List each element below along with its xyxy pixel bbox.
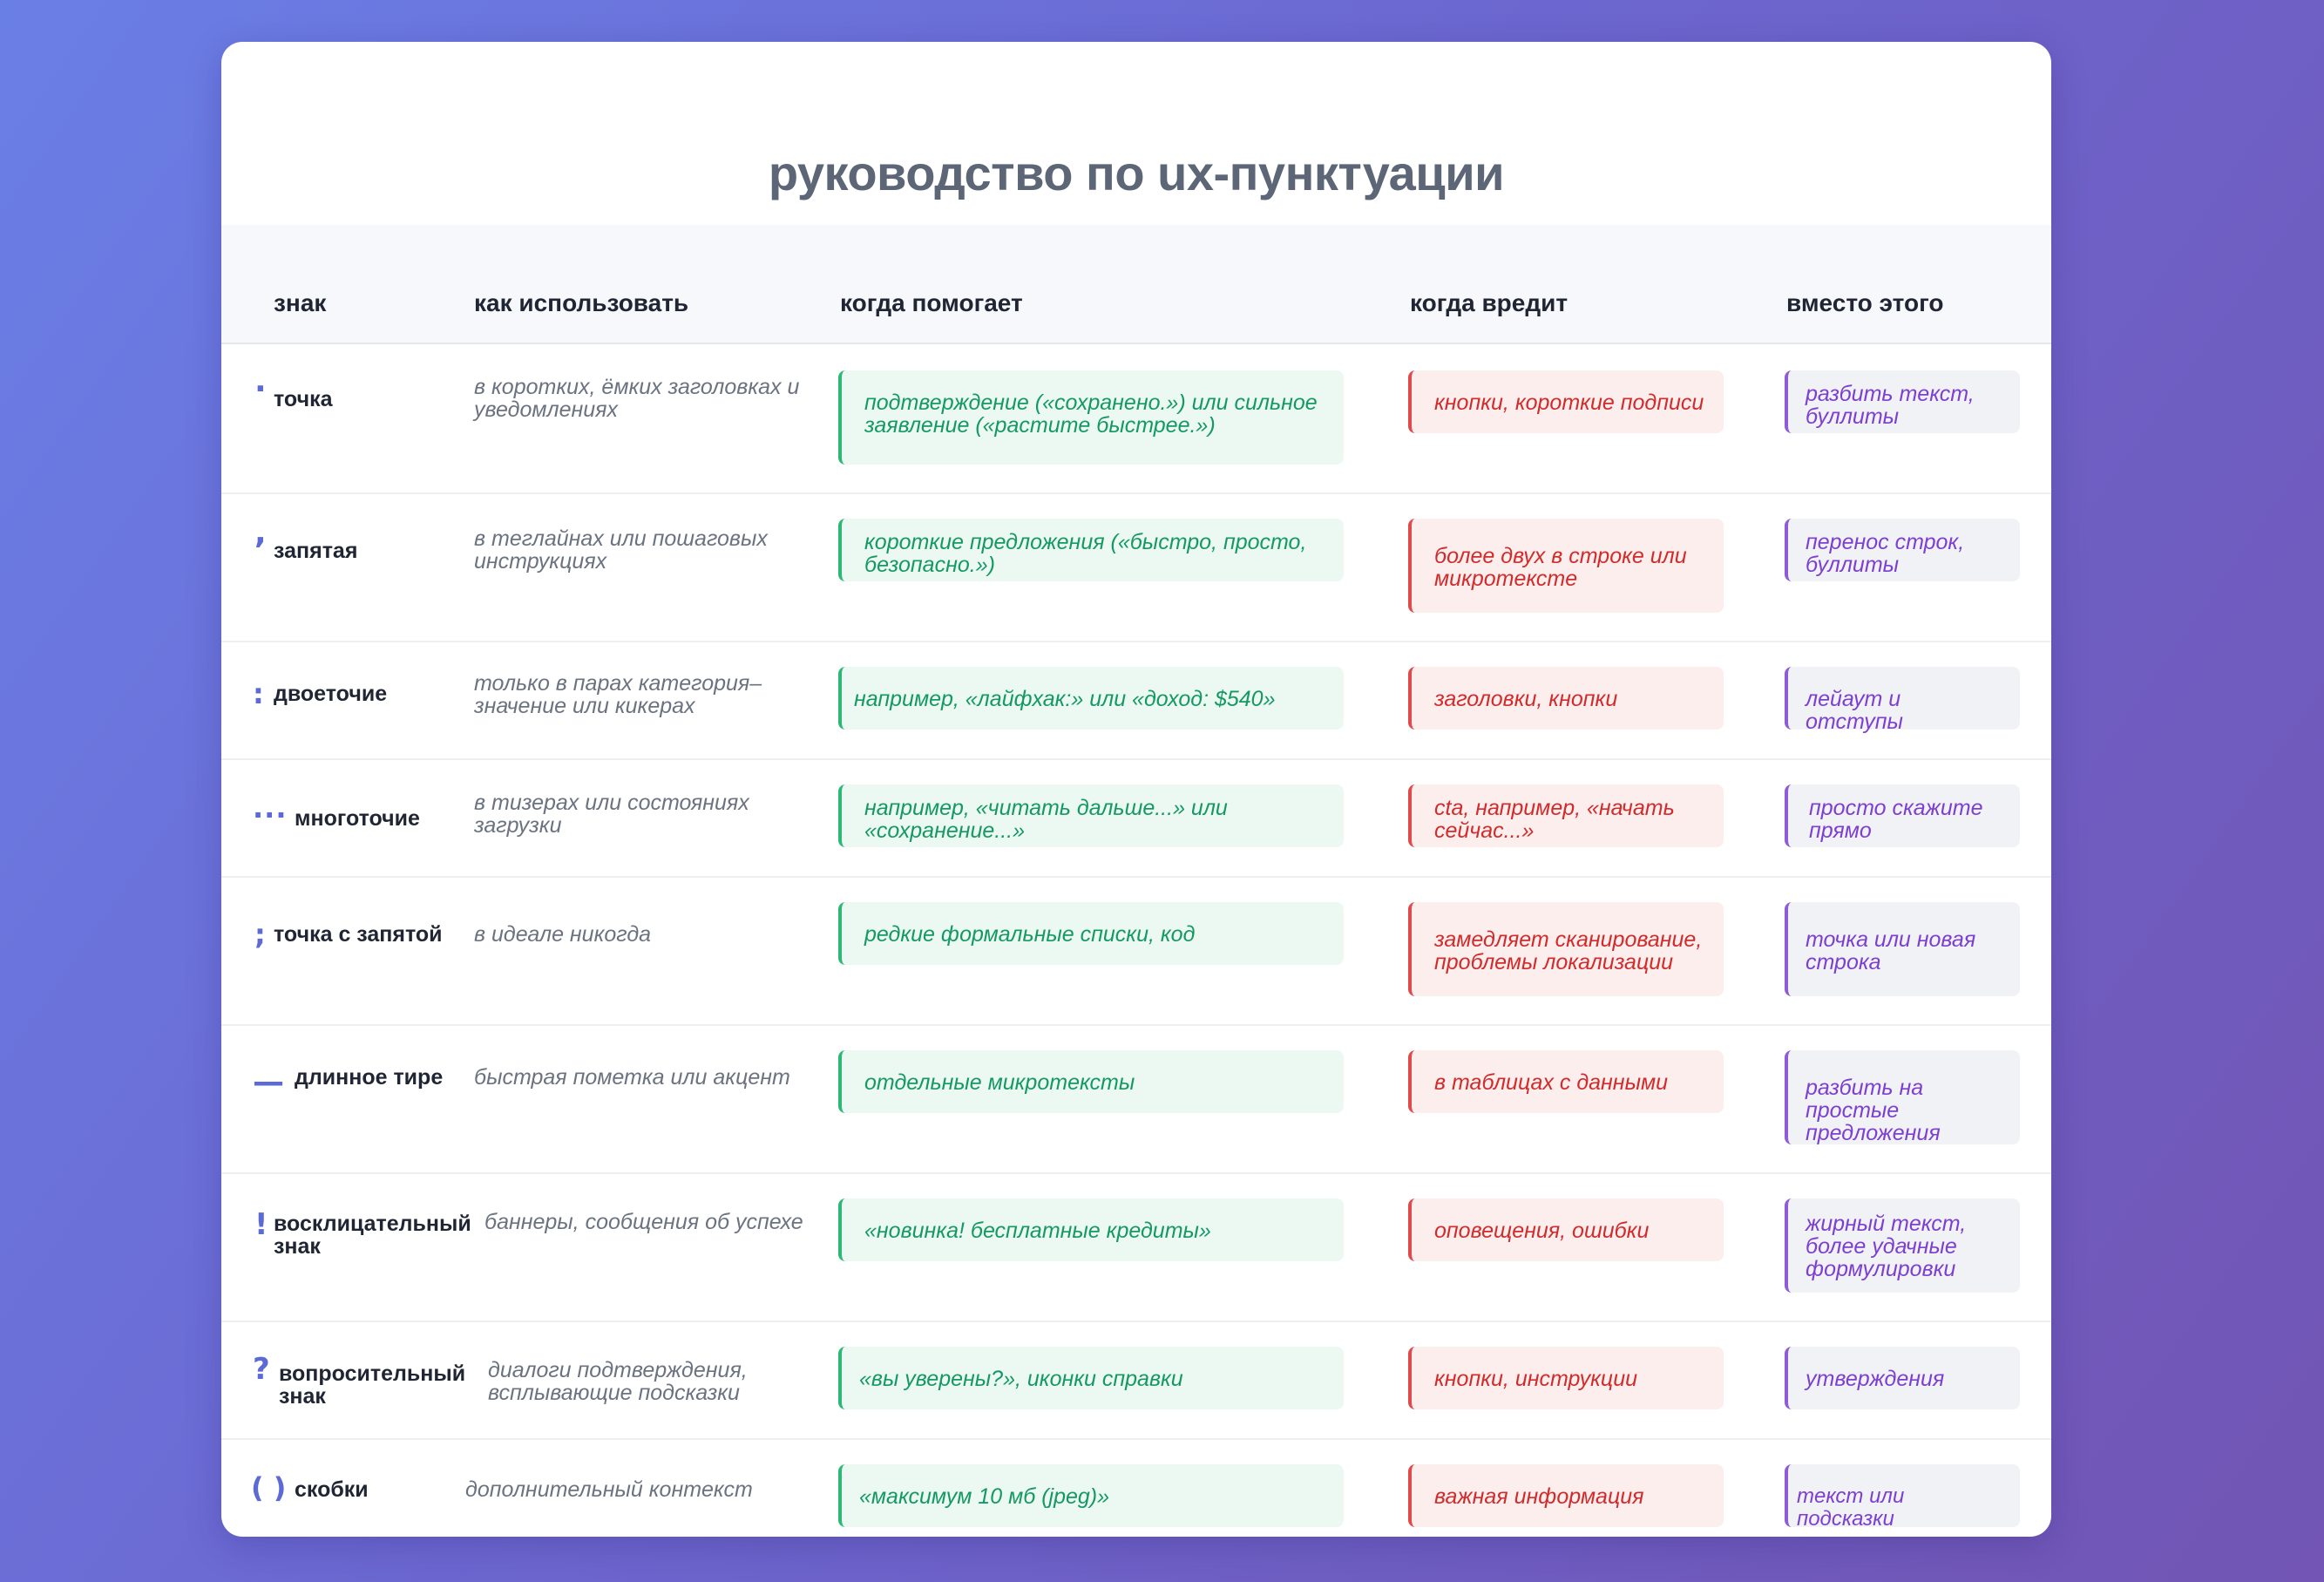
- hurts-cell: в таблицах с данными: [1408, 1050, 1724, 1113]
- instead-cell: просто скажите прямо: [1785, 784, 2020, 847]
- table-row: [221, 641, 2051, 760]
- hurts-cell: cta, например, «начать сейчас...»: [1408, 784, 1724, 847]
- page-title: руководство по ux-пунктуации: [768, 146, 1505, 200]
- exclamation-symbol: !: [254, 1207, 268, 1242]
- usage-text: только в парах категория–значение или кикерах: [474, 671, 762, 718]
- sign-name: восклицательный знак: [274, 1212, 471, 1259]
- parentheses-symbol: ( ): [251, 1471, 287, 1504]
- header-helps: когда помогает: [840, 289, 1023, 316]
- usage-text: быстрая пометка или акцент: [474, 1065, 790, 1090]
- hurts-cell: замедляет сканирование, проблемы локализации: [1408, 902, 1724, 996]
- hurts-cell: более двух в строке или микротексте: [1408, 519, 1724, 613]
- table-row: [221, 1321, 2051, 1440]
- helps-cell: редкие формальные списки, код: [838, 902, 1344, 965]
- sign-name: вопросительный знак: [279, 1361, 466, 1409]
- helps-cell: отдельные микротексты: [838, 1050, 1344, 1113]
- question-symbol: ?: [253, 1352, 270, 1387]
- sign-name: длинное тире: [295, 1065, 444, 1090]
- sign-name: точка: [274, 387, 333, 411]
- table-row: [221, 876, 2051, 1026]
- usage-text: в тизерах или состояниях загрузки: [474, 791, 749, 838]
- helps-cell: «вы уверены?», иконки справки: [838, 1347, 1344, 1409]
- instead-cell: утверждения: [1785, 1347, 2020, 1409]
- instead-cell: разбить на простые предложения: [1785, 1050, 2020, 1144]
- instead-cell: текст или подсказки: [1785, 1464, 2020, 1527]
- helps-cell: например, «лайфхак:» или «доход: $540»: [838, 667, 1344, 730]
- hurts-cell: заголовки, кнопки: [1408, 667, 1724, 730]
- hurts-cell: оповещения, ошибки: [1408, 1198, 1724, 1261]
- table-row: [221, 344, 2051, 494]
- helps-cell: короткие предложения («быстро, просто, безопасно.»): [838, 519, 1344, 581]
- semicolon-symbol: ;: [254, 918, 266, 951]
- usage-text: диалоги подтверждения, всплывающие подсказки: [488, 1358, 748, 1405]
- usage-text: баннеры, сообщения об успехе: [484, 1210, 803, 1234]
- instead-cell: перенос строк, буллиты: [1785, 519, 2020, 581]
- period-symbol: .: [254, 363, 267, 399]
- comma-symbol: ,: [254, 515, 267, 551]
- header-instead: вместо этого: [1786, 289, 1944, 316]
- table-row: [221, 1172, 2051, 1322]
- header-hurts: когда вредит: [1410, 289, 1569, 316]
- usage-text: дополнительный контекст: [465, 1477, 753, 1502]
- table-row: [221, 1438, 2051, 1537]
- usage-text: в идеале никогда: [474, 922, 652, 947]
- helps-cell: «новинка! бесплатные кредиты»: [838, 1198, 1344, 1261]
- instead-cell: разбить текст, буллиты: [1785, 370, 2020, 433]
- sign-name: точка с запятой: [274, 922, 443, 947]
- hurts-cell: кнопки, короткие подписи: [1408, 370, 1724, 433]
- ellipsis-symbol: ...: [253, 791, 288, 825]
- header-sign: знак: [274, 289, 327, 316]
- hurts-cell: кнопки, инструкции: [1408, 1347, 1724, 1409]
- guide-card: [221, 42, 2051, 1537]
- table-row: [221, 1024, 2051, 1174]
- table-header: [221, 225, 2051, 344]
- header-how: как использовать: [474, 289, 689, 316]
- sign-name: многоточие: [295, 806, 420, 831]
- instead-cell: точка или новая строка: [1785, 902, 2020, 996]
- em-dash-symbol: —: [253, 1064, 284, 1100]
- sign-name: скобки: [295, 1477, 369, 1502]
- usage-text: в теглайнах или пошаговых инструкциях: [474, 526, 768, 574]
- usage-text: в коротких, ёмких заголовках и уведомлениях: [474, 375, 800, 422]
- helps-cell: например, «читать дальше...» или «сохранение...»: [838, 784, 1344, 847]
- helps-cell: подтверждение («сохранено.») или сильное заявление («растите быстрее.»): [838, 370, 1344, 465]
- instead-cell: лейаут и отступы: [1785, 667, 2020, 730]
- table-row: [221, 758, 2051, 878]
- instead-cell: жирный текст, более удачные формулировки: [1785, 1198, 2020, 1293]
- colon-symbol: :: [253, 677, 264, 710]
- sign-name: запятая: [274, 539, 358, 563]
- table-row: [221, 492, 2051, 642]
- sign-name: двоеточие: [274, 682, 388, 706]
- hurts-cell: важная информация: [1408, 1464, 1724, 1527]
- helps-cell: «максимум 10 мб (jpeg)»: [838, 1464, 1344, 1527]
